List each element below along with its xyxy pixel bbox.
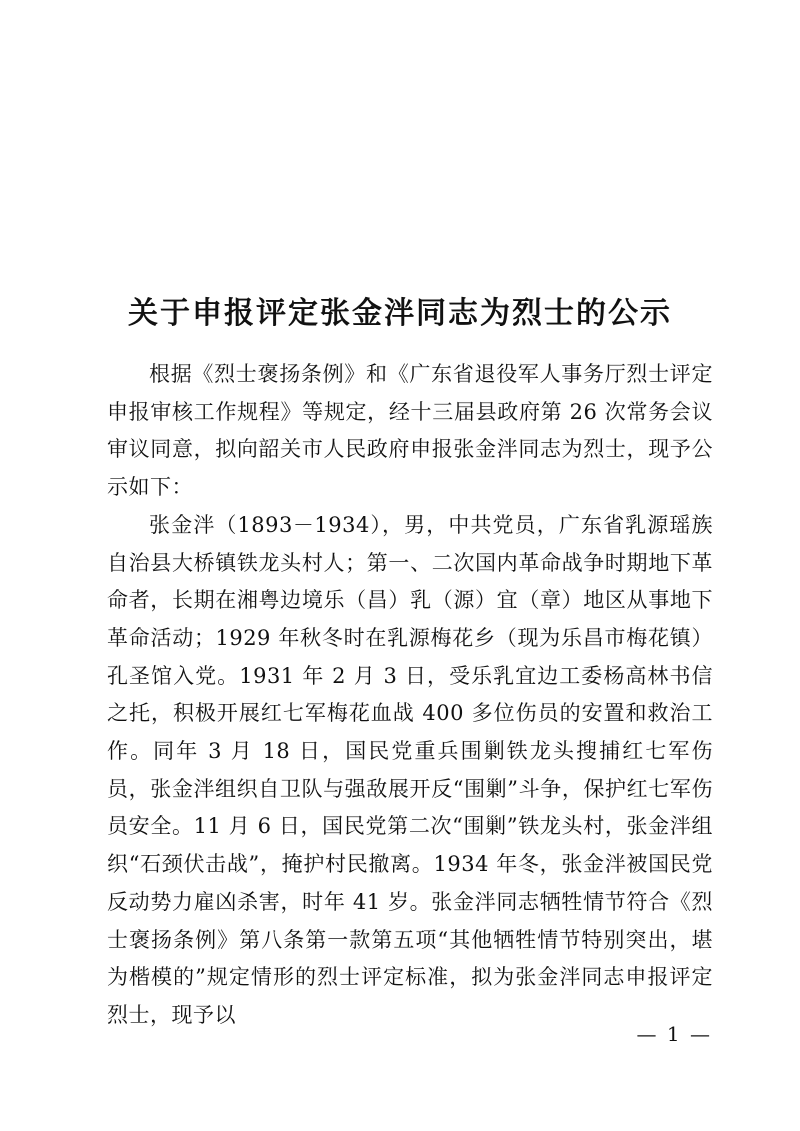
- document-title: 关于申报评定张金泮同志为烈士的公示: [128, 296, 672, 332]
- paragraph-biography: 张金泮（1893－1934），男，中共党员，广东省乳源瑶族自治县大桥镇铁龙头村人；第一、二次国内革命战争时期地下革命者，长期在湘粤边境乐（昌）乳（源）宜（章）地区从事地下革命活动；1929 年秋冬时在乳源梅花乡（现为乐昌市梅花镇）孔圣馆入党。1931 年 2 月 3 日，受乐乳宜边工委杨高林书信之托，积极开展红七军梅花血战 400 多位伤员的安置和救治工作。同年 3 月 18 日，国民党重兵围剿铁龙头搜捕红七军伤员，张金泮组织自卫队与强敌展开反“围剿”斗争，保护红七军伤员安全。11 月 6 日，国民党第二次“围剿”铁龙头村，张金泮组织“石颈伏击战”，掩护村民撤离。1934 年冬，张金泮被国民党反动势力雇凶杀害，时年 41 岁。张金泮同志牺牲情节符合《烈士褒扬条例》第八条第一款第五项“其他牺牲情节特别突出，堪为楷模的”规定情形的烈士评定标准，拟为张金泮同志申报评定烈士，现予以: [107, 512, 713, 1027]
- document-body: [107, 356, 713, 1035]
- page-number: — 1 —: [636, 1022, 712, 1046]
- paragraph-intro: 根据《烈士褒扬条例》和《广东省退役军人事务厅烈士评定申报审核工作规程》等规定，经十三届县政府第 26 次常务会议审议同意，拟向韶关市人民政府申报张金泮同志为烈士，现予公示如下：: [107, 362, 713, 500]
